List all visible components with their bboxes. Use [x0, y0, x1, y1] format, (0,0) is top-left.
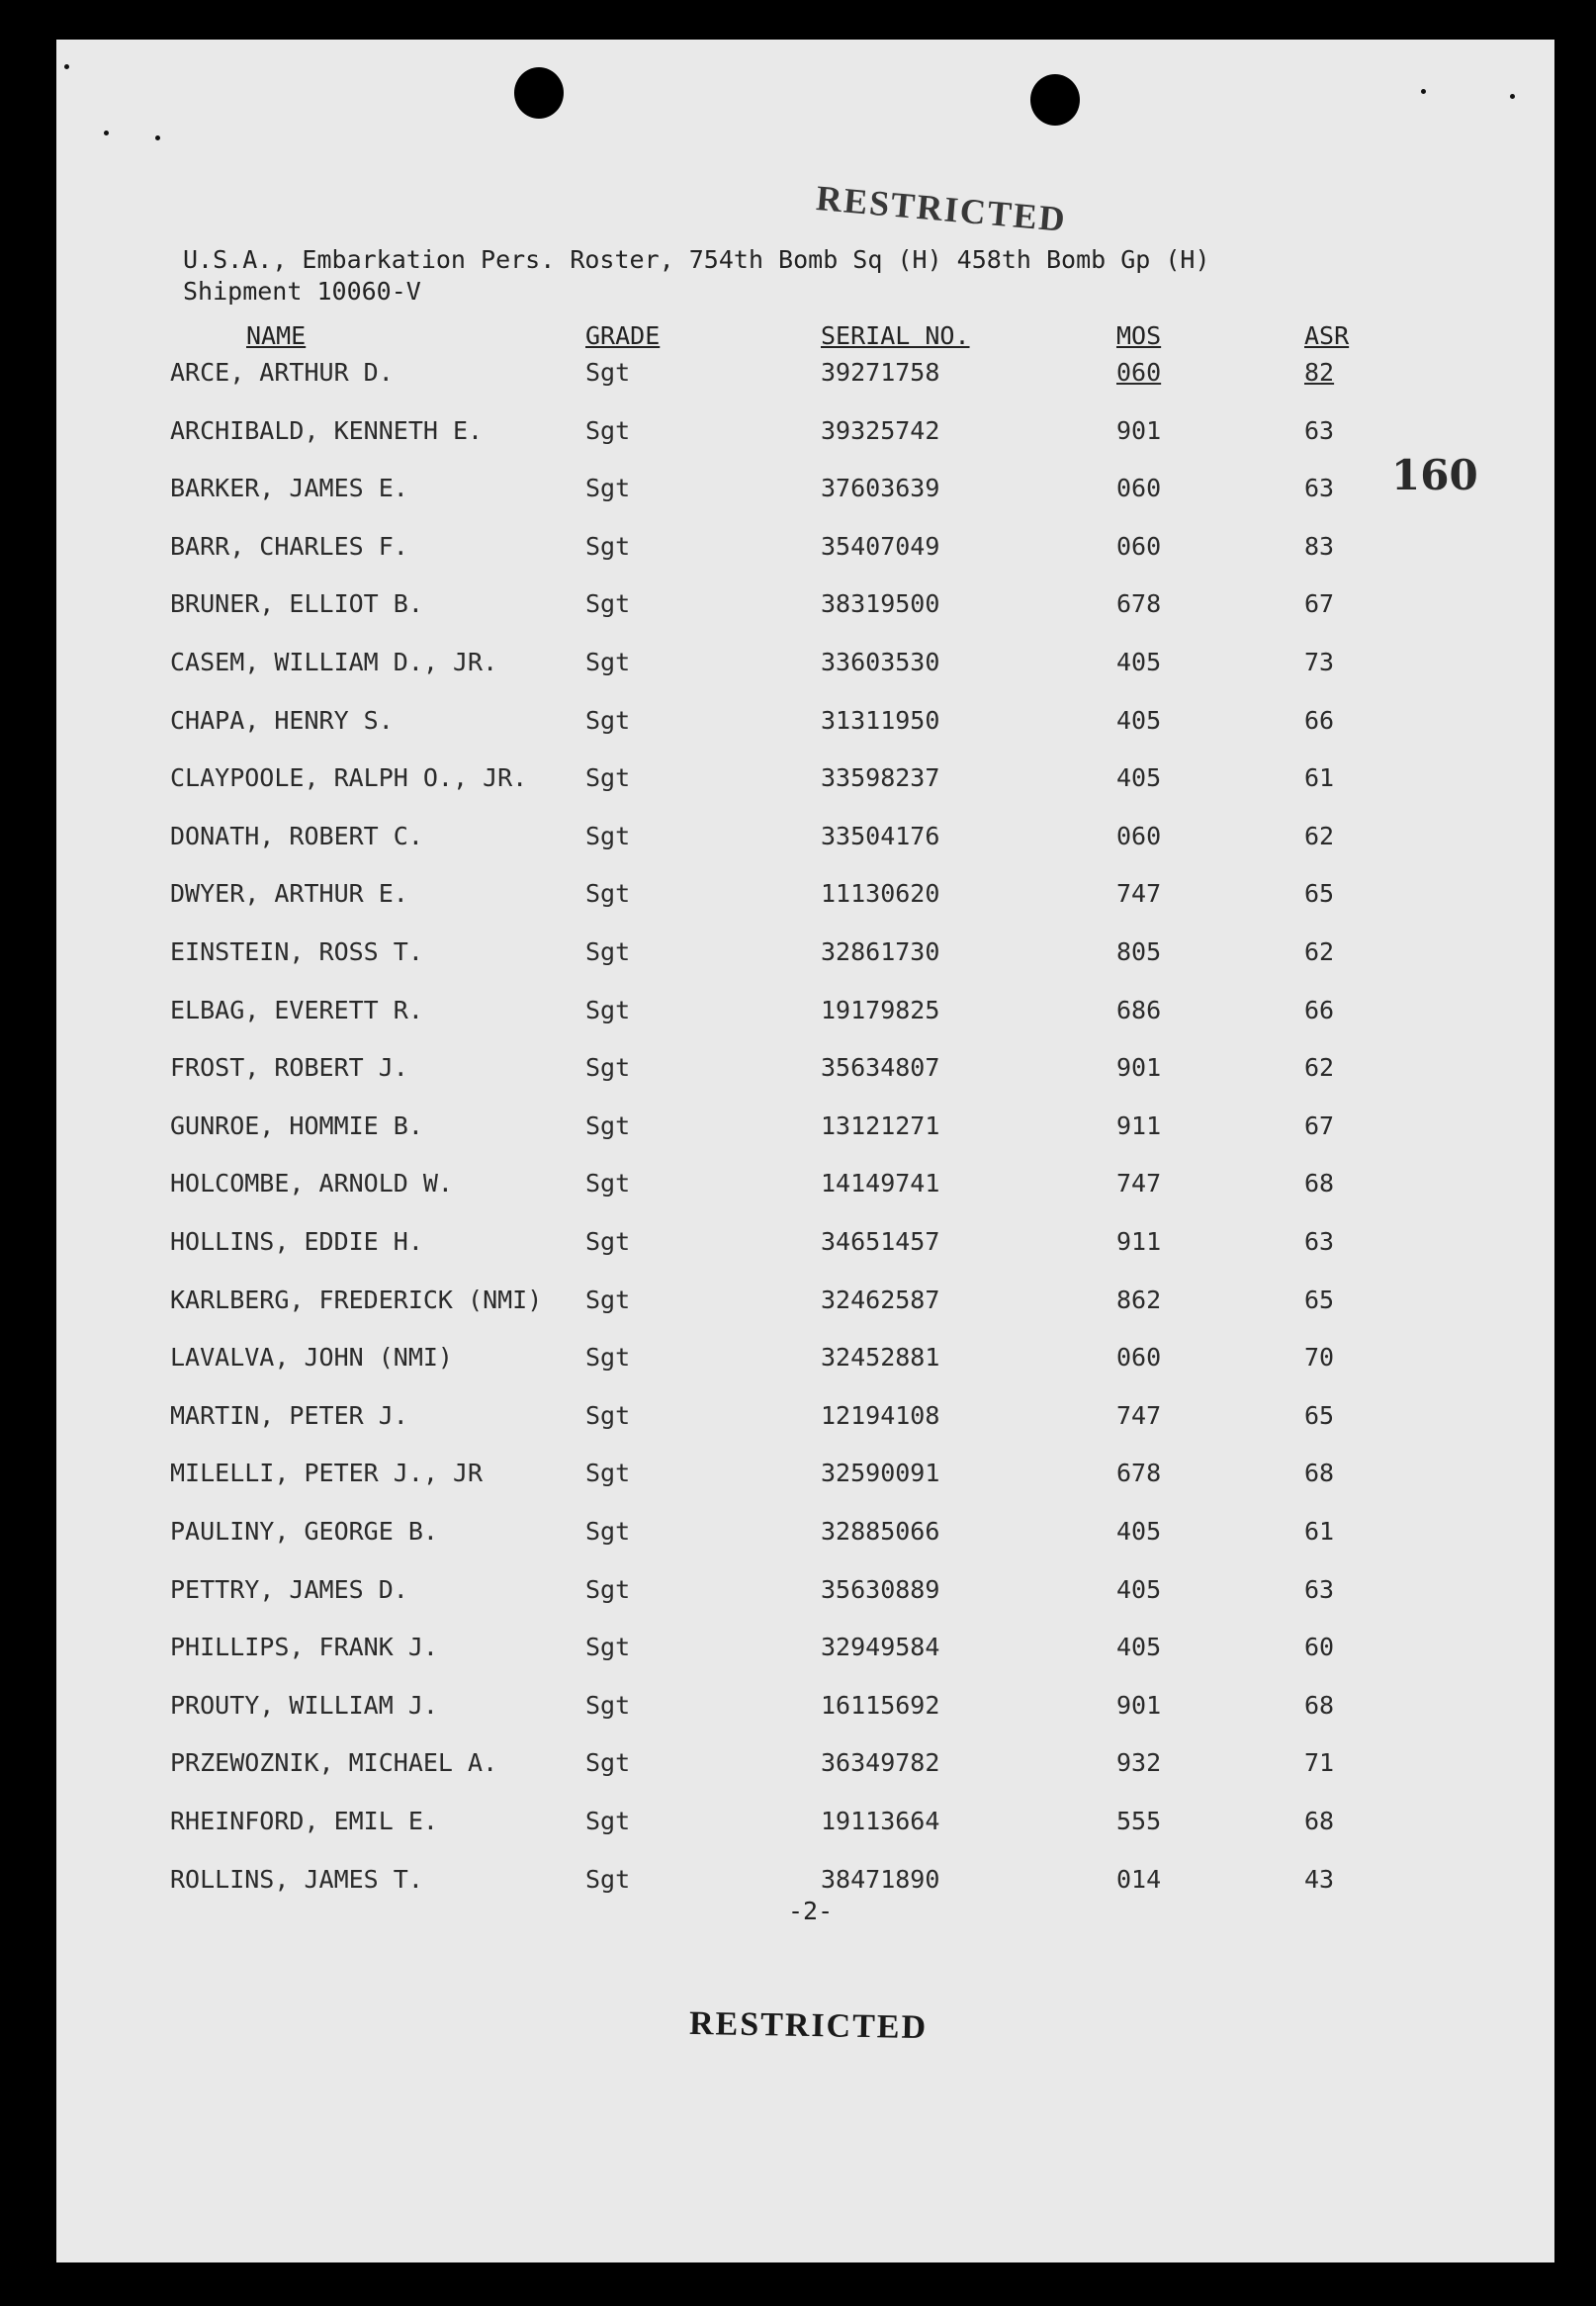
cell-name: GUNROE, HOMMIE B.: [170, 1110, 423, 1140]
cell-grade: Sgt: [585, 531, 631, 561]
cell-serial: 13121271: [821, 1110, 940, 1140]
cell-mos: 405: [1116, 1517, 1162, 1546]
table-row: [56, 1691, 1554, 1730]
cell-mos: 060: [1116, 1343, 1162, 1373]
cell-grade: Sgt: [585, 879, 631, 909]
cell-name: ARCE, ARTHUR D.: [170, 358, 394, 387]
table-row: [56, 1286, 1554, 1325]
cell-serial: 35634807: [821, 1053, 940, 1083]
cell-mos: 678: [1116, 589, 1162, 619]
table-row: [56, 1111, 1554, 1151]
shipment-line: Shipment 10060-V: [183, 277, 421, 306]
cell-asr: 71: [1304, 1748, 1335, 1778]
punch-hole: [514, 67, 564, 119]
cell-asr: 63: [1304, 474, 1335, 503]
cell-name: ELBAG, EVERETT R.: [170, 995, 423, 1024]
punch-hole: [1030, 74, 1080, 126]
page-label: -2-: [788, 1897, 834, 1925]
cell-mos: 901: [1116, 415, 1162, 445]
column-header-asr: ASR: [1304, 321, 1350, 350]
cell-mos: 901: [1116, 1053, 1162, 1083]
cell-name: MILELLI, PETER J., JR: [170, 1459, 484, 1488]
cell-serial: 32949584: [821, 1633, 940, 1662]
table-row: [56, 996, 1554, 1035]
table-row: [56, 589, 1554, 629]
cell-grade: Sgt: [585, 1285, 631, 1314]
cell-asr: 61: [1304, 763, 1335, 793]
cell-name: KARLBERG, FREDERICK (NMI): [170, 1285, 543, 1314]
cell-mos: 060: [1116, 531, 1162, 561]
cell-serial: 19179825: [821, 995, 940, 1024]
speck: [1421, 89, 1426, 94]
cell-mos: 678: [1116, 1459, 1162, 1488]
cell-mos: 060: [1116, 358, 1162, 387]
cell-serial: 32885066: [821, 1517, 940, 1546]
cell-name: BARR, CHARLES F.: [170, 531, 408, 561]
cell-name: PROUTY, WILLIAM J.: [170, 1690, 438, 1720]
cell-mos: 555: [1116, 1807, 1162, 1835]
cell-name: LAVALVA, JOHN (NMI): [170, 1343, 453, 1373]
cell-asr: 65: [1304, 1285, 1335, 1314]
speck: [104, 131, 109, 135]
speck: [64, 64, 69, 69]
cell-name: MARTIN, PETER J.: [170, 1400, 408, 1430]
cell-name: ARCHIBALD, KENNETH E.: [170, 415, 484, 445]
cell-asr: 60: [1304, 1633, 1335, 1662]
cell-asr: 68: [1304, 1807, 1335, 1835]
cell-mos: 747: [1116, 1400, 1162, 1430]
cell-grade: Sgt: [585, 1690, 631, 1720]
table-row: [56, 1748, 1554, 1788]
cell-serial: 32462587: [821, 1285, 940, 1314]
cell-serial: 32590091: [821, 1459, 940, 1488]
cell-asr: 63: [1304, 1227, 1335, 1256]
cell-name: FROST, ROBERT J.: [170, 1053, 408, 1083]
cell-asr: 62: [1304, 937, 1335, 966]
table-row: [56, 1227, 1554, 1267]
table-row: [56, 358, 1554, 398]
cell-grade: Sgt: [585, 1343, 631, 1373]
cell-asr: 65: [1304, 1400, 1335, 1430]
cell-grade: Sgt: [585, 937, 631, 966]
cell-grade: Sgt: [585, 1227, 631, 1256]
cell-asr: 68: [1304, 1169, 1335, 1198]
cell-serial: 32452881: [821, 1343, 940, 1373]
table-row: [56, 1343, 1554, 1382]
cell-serial: 37603639: [821, 474, 940, 503]
cell-asr: 63: [1304, 415, 1335, 445]
cell-grade: Sgt: [585, 1633, 631, 1662]
cell-mos: 747: [1116, 879, 1162, 909]
cell-asr: 82: [1304, 358, 1335, 387]
document-page: [56, 40, 1554, 2262]
cell-mos: 405: [1116, 1574, 1162, 1604]
cell-mos: 911: [1116, 1227, 1162, 1256]
table-row: [56, 1517, 1554, 1556]
cell-asr: 67: [1304, 1110, 1335, 1140]
cell-asr: 65: [1304, 879, 1335, 909]
cell-serial: 31311950: [821, 705, 940, 735]
cell-name: BARKER, JAMES E.: [170, 474, 408, 503]
cell-grade: Sgt: [585, 1574, 631, 1604]
cell-mos: 405: [1116, 705, 1162, 735]
cell-asr: 67: [1304, 589, 1335, 619]
table-row: [56, 532, 1554, 572]
cell-grade: Sgt: [585, 1459, 631, 1488]
cell-serial: 36349782: [821, 1748, 940, 1778]
cell-name: HOLCOMBE, ARNOLD W.: [170, 1169, 453, 1198]
table-row: [56, 1575, 1554, 1615]
cell-grade: Sgt: [585, 1110, 631, 1140]
table-row: [56, 1633, 1554, 1672]
cell-serial: 11130620: [821, 879, 940, 909]
cell-mos: 405: [1116, 1633, 1162, 1662]
table-row: [56, 1169, 1554, 1208]
cell-name: HOLLINS, EDDIE H.: [170, 1227, 423, 1256]
cell-mos: 932: [1116, 1748, 1162, 1778]
cell-mos: 911: [1116, 1110, 1162, 1140]
cell-grade: Sgt: [585, 705, 631, 735]
table-row: [56, 1053, 1554, 1093]
cell-name: EINSTEIN, ROSS T.: [170, 937, 423, 966]
cell-mos: 405: [1116, 648, 1162, 676]
cell-asr: 62: [1304, 821, 1335, 850]
restricted-stamp-top: RESTRICTED: [814, 178, 1069, 239]
cell-asr: 61: [1304, 1517, 1335, 1546]
table-row: [56, 1401, 1554, 1441]
cell-name: CLAYPOOLE, RALPH O., JR.: [170, 763, 528, 793]
cell-asr: 66: [1304, 995, 1335, 1024]
cell-serial: 38319500: [821, 589, 940, 619]
cell-name: PRZEWOZNIK, MICHAEL A.: [170, 1748, 498, 1778]
cell-asr: 68: [1304, 1690, 1335, 1720]
cell-mos: 060: [1116, 821, 1162, 850]
cell-serial: 16115692: [821, 1690, 940, 1720]
cell-serial: 39271758: [821, 358, 940, 387]
table-row: [56, 474, 1554, 513]
cell-asr: 66: [1304, 705, 1335, 735]
roster-title: U.S.A., Embarkation Pers. Roster, 754th Bomb Sq (H) 458th Bomb Gp (H): [183, 245, 1210, 274]
table-row: [56, 416, 1554, 456]
cell-grade: Sgt: [585, 1517, 631, 1546]
cell-serial: 34651457: [821, 1227, 940, 1256]
cell-grade: Sgt: [585, 995, 631, 1024]
table-row: [56, 937, 1554, 977]
cell-name: DONATH, ROBERT C.: [170, 821, 423, 850]
table-row: [56, 1459, 1554, 1498]
cell-serial: 12194108: [821, 1400, 940, 1430]
cell-grade: Sgt: [585, 358, 631, 387]
cell-grade: Sgt: [585, 821, 631, 850]
cell-name: RHEINFORD, EMIL E.: [170, 1807, 438, 1835]
column-header-mos: MOS: [1116, 321, 1162, 350]
cell-serial: 39325742: [821, 415, 940, 445]
cell-asr: 62: [1304, 1053, 1335, 1083]
table-row: [56, 879, 1554, 919]
cell-asr: 63: [1304, 1574, 1335, 1604]
cell-grade: Sgt: [585, 763, 631, 793]
cell-mos: 901: [1116, 1690, 1162, 1720]
cell-grade: Sgt: [585, 474, 631, 503]
cell-name: CASEM, WILLIAM D., JR.: [170, 648, 498, 676]
cell-name: DWYER, ARTHUR E.: [170, 879, 408, 909]
cell-serial: 33504176: [821, 821, 940, 850]
cell-name: BRUNER, ELLIOT B.: [170, 589, 423, 619]
cell-grade: Sgt: [585, 1864, 631, 1894]
cell-grade: Sgt: [585, 415, 631, 445]
cell-serial: 38471890: [821, 1864, 940, 1894]
cell-serial: 33603530: [821, 648, 940, 676]
cell-asr: 70: [1304, 1343, 1335, 1373]
cell-mos: 805: [1116, 937, 1162, 966]
cell-grade: Sgt: [585, 1748, 631, 1778]
cell-mos: 686: [1116, 995, 1162, 1024]
cell-asr: 73: [1304, 648, 1335, 676]
page-number: 160: [1391, 451, 1478, 499]
table-row: [56, 648, 1554, 687]
table-row: [56, 822, 1554, 861]
cell-serial: 35630889: [821, 1574, 940, 1604]
column-header-name: NAME: [246, 321, 307, 350]
table-row: [56, 763, 1554, 803]
cell-asr: 43: [1304, 1864, 1335, 1894]
speck: [155, 135, 160, 140]
cell-name: ROLLINS, JAMES T.: [170, 1864, 423, 1894]
cell-name: PETTRY, JAMES D.: [170, 1574, 408, 1604]
speck: [1510, 94, 1515, 99]
cell-serial: 32861730: [821, 937, 940, 966]
column-header-serial: SERIAL NO.: [821, 321, 970, 350]
cell-grade: Sgt: [585, 1807, 631, 1835]
cell-grade: Sgt: [585, 1400, 631, 1430]
cell-grade: Sgt: [585, 1169, 631, 1198]
table-row: [56, 706, 1554, 746]
cell-mos: 747: [1116, 1169, 1162, 1198]
cell-name: PHILLIPS, FRANK J.: [170, 1633, 438, 1662]
cell-mos: 060: [1116, 474, 1162, 503]
cell-mos: 014: [1116, 1864, 1162, 1894]
cell-mos: 862: [1116, 1285, 1162, 1314]
cell-name: CHAPA, HENRY S.: [170, 705, 394, 735]
cell-serial: 35407049: [821, 531, 940, 561]
column-header-grade: GRADE: [585, 321, 661, 350]
cell-serial: 19113664: [821, 1807, 940, 1835]
cell-serial: 33598237: [821, 763, 940, 793]
cell-grade: Sgt: [585, 1053, 631, 1083]
cell-serial: 14149741: [821, 1169, 940, 1198]
cell-grade: Sgt: [585, 648, 631, 676]
restricted-stamp-bottom: RESTRICTED: [688, 2004, 929, 2047]
cell-name: PAULINY, GEORGE B.: [170, 1517, 438, 1546]
table-row: [56, 1807, 1554, 1846]
cell-mos: 405: [1116, 763, 1162, 793]
cell-grade: Sgt: [585, 589, 631, 619]
cell-asr: 83: [1304, 531, 1335, 561]
cell-asr: 68: [1304, 1459, 1335, 1488]
